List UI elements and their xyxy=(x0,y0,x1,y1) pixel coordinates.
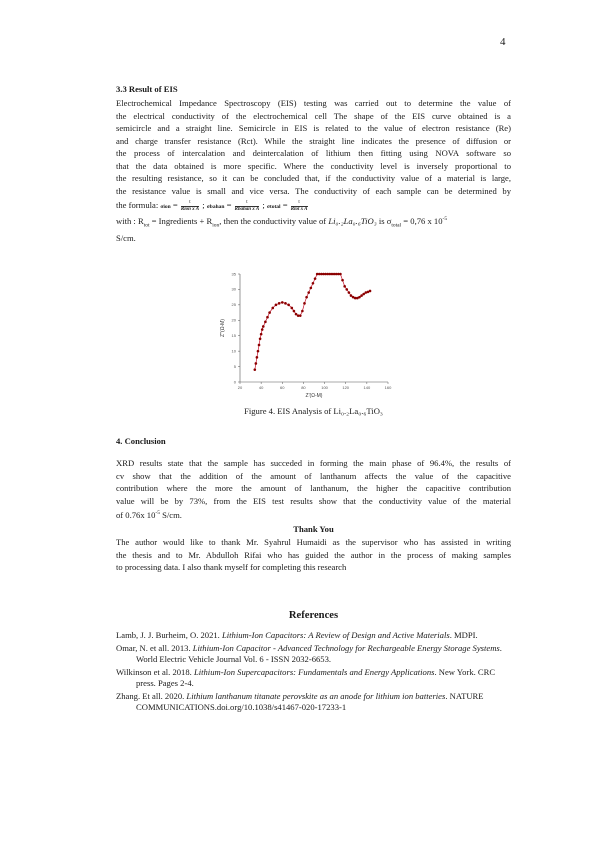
sigma-total: σtotal xyxy=(266,204,281,210)
data-point xyxy=(310,287,313,290)
sigma-bahan: σbahan xyxy=(206,204,225,210)
equals-sign: = xyxy=(172,200,178,210)
data-point xyxy=(341,279,344,282)
references-list xyxy=(116,630,511,715)
section-heading: 3.3 Result of EIS xyxy=(116,84,178,94)
subscript: tot xyxy=(143,222,150,229)
reference-item xyxy=(116,630,511,642)
y-tick-label: 5 xyxy=(233,363,236,369)
equals-sign: = xyxy=(282,200,288,210)
with-text: with : R xyxy=(116,215,144,226)
data-point xyxy=(303,302,306,305)
data-point xyxy=(312,282,315,285)
data-point xyxy=(291,307,294,310)
reference-source: . New York. CRC press. Pages 2-4. xyxy=(136,666,496,688)
fraction-denominator: Rbahan x A xyxy=(234,206,260,212)
separator: ; xyxy=(262,200,265,210)
reference-authors: Wilkinson et al. 2018. xyxy=(116,666,194,677)
y-tick-label: 10 xyxy=(231,348,236,354)
paragraph-line: cv show that the addition of the amount of lanthanum affects the value of the capacitive xyxy=(116,470,511,481)
data-point xyxy=(358,296,361,299)
data-point xyxy=(260,333,263,336)
x-tick-label: 140 xyxy=(363,385,371,390)
paragraph-line: the thesis and to Mr. Abdulloh Rifai who has guided the author in the process of making samples xyxy=(116,549,511,560)
data-point xyxy=(299,314,302,317)
y-tick-label: 0 xyxy=(233,379,236,385)
fraction-ion xyxy=(181,200,199,213)
reference-authors: Omar, N. et all. 2013. xyxy=(116,642,193,653)
fraction-total xyxy=(291,200,308,213)
data-point xyxy=(348,291,351,294)
subscript: total xyxy=(391,222,402,229)
data-point xyxy=(305,296,308,299)
data-point xyxy=(369,290,372,293)
reference-source: . MDPI. xyxy=(449,630,478,640)
y-axis-label: Z''(Ω-M) xyxy=(220,319,226,337)
data-point xyxy=(360,294,363,297)
data-point xyxy=(262,325,265,328)
y-tick-label: 20 xyxy=(231,317,236,323)
data-point xyxy=(287,304,290,307)
references-heading: References xyxy=(288,610,339,621)
thank-you-heading: Thank You xyxy=(293,524,334,534)
x-tick-label: 60 xyxy=(280,385,285,390)
data-point xyxy=(339,273,342,276)
x-tick-label: 40 xyxy=(258,385,264,390)
data-point xyxy=(257,350,260,353)
fit-line xyxy=(255,274,370,370)
data-point xyxy=(261,328,264,331)
with-line xyxy=(116,213,511,232)
fraction-numerator: t xyxy=(181,200,199,207)
equals-sign: = xyxy=(226,200,232,210)
fraction-numerator: t xyxy=(291,200,308,207)
paragraph-line: and charge transfer resistance (Rct). While the straight line indicates the presence of diffusion or xyxy=(116,135,511,146)
fraction-bahan xyxy=(235,200,260,213)
chart-marks xyxy=(254,273,372,371)
separator: ; xyxy=(202,200,205,210)
data-point xyxy=(295,313,298,316)
fraction-numerator: t xyxy=(235,200,260,207)
exponent: -5 xyxy=(155,510,160,516)
data-point xyxy=(266,316,269,319)
data-point xyxy=(362,293,365,296)
data-point xyxy=(256,356,259,359)
x-axis-label: Z'(Ω-M) xyxy=(305,393,323,399)
reference-source: . NATURE COMMUNICATIONS.doi.org/10.1038/s41467-020-17233-1 xyxy=(136,690,484,712)
paragraph-line: to processing data. I also thank myself for completing this research xyxy=(116,562,347,572)
with-text: is σ xyxy=(376,215,392,226)
x-tick-label: 160 xyxy=(384,385,392,390)
x-tick-label: 80 xyxy=(301,385,306,390)
x-tick-label: 120 xyxy=(342,385,350,390)
formula-prefix: the formula: xyxy=(116,200,159,210)
data-point xyxy=(350,294,353,297)
data-point xyxy=(343,285,346,288)
thanks-paragraph xyxy=(116,536,511,574)
y-tick-label: 30 xyxy=(231,286,236,292)
data-point xyxy=(275,304,278,307)
sigma-ion: σion xyxy=(160,204,171,210)
formula-line xyxy=(116,197,511,213)
paragraph-line: the electrical conductivity of the electrochemical cell The shape of the EIS curve obtained is a xyxy=(116,110,511,121)
x-tick-label: 100 xyxy=(321,385,328,390)
data-point xyxy=(258,344,261,347)
data-point xyxy=(264,321,267,324)
data-point xyxy=(284,302,287,305)
paragraph-line: that the data obtained is more specific. Where the conductivity level is inversely proportional to xyxy=(116,160,511,171)
reference-title: Lithium-Ion Supercapacitors: Fundamentals and Energy Applications xyxy=(193,666,435,677)
unit-line: S/cm. xyxy=(116,233,136,244)
conclusion-heading: 4. Conclusion xyxy=(116,436,166,446)
conductivity-value: = 0,76 x 10 xyxy=(401,215,443,226)
exponent: -5 xyxy=(442,216,448,222)
paragraph-line: Electrochemical Impedance Spectroscopy (EIS) testing was carried out to determine the value of xyxy=(116,98,511,108)
reference-source: . World Electric Vehicle Journal Vol. 6 - ISSN 2032-6653. xyxy=(136,642,502,664)
reference-title: Lithium lanthanum titanate perovskite as an anode for lithium ion batteries xyxy=(186,690,446,701)
data-point xyxy=(254,368,257,371)
data-point xyxy=(255,362,258,365)
paragraph-line: contribution where the more the amount of lanthanum, the higher the capacitive contribution xyxy=(116,483,511,493)
data-point xyxy=(314,277,317,280)
chart-axes xyxy=(220,271,392,399)
with-text: = Ingredients + R xyxy=(149,215,213,226)
page-number: 4 xyxy=(500,36,506,48)
eis-paragraph xyxy=(116,97,511,245)
data-point xyxy=(278,302,281,305)
paragraph-line xyxy=(116,507,511,521)
reference-item xyxy=(116,643,511,666)
data-point xyxy=(293,310,296,313)
paragraph-line: the resulting resistance, so it can be concluded that, if the conductivity value of a material is large, xyxy=(116,173,511,183)
paragraph-line: The author would like to thank Mr. Syahrul Humaidi as the supervisor who has assisted in writing xyxy=(116,537,511,547)
data-point xyxy=(259,338,262,341)
data-point xyxy=(301,310,304,313)
conclusion-paragraph xyxy=(116,457,511,521)
paragraph-line: value will be by 73%, from the EIS test results show that the conductivity value of the material xyxy=(116,495,511,506)
chemical-formula: Li₀.₂La₀.₆TiO₃ xyxy=(328,215,377,226)
with-text: , then the conductivity value of xyxy=(219,215,329,226)
reference-item xyxy=(116,691,511,714)
reference-authors: Zhang. Et all. 2020. xyxy=(116,690,187,701)
data-point xyxy=(268,311,271,314)
paragraph-line: semicircle and a straight line. Semicircle in EIS is related to the value of electron resistance (Re) xyxy=(116,123,511,133)
reference-item xyxy=(116,667,511,690)
reference-authors: Lamb, J. J. Burheim, O. 2021. xyxy=(116,630,222,640)
y-tick-label: 15 xyxy=(231,333,236,339)
y-tick-label: 25 xyxy=(231,302,236,308)
fraction-denominator: Rion x A xyxy=(180,206,200,212)
x-tick-label: 20 xyxy=(237,385,243,390)
data-point xyxy=(271,307,274,310)
fraction-denominator: Rtot x A xyxy=(290,206,308,212)
paragraph-line: XRD results state that the sample has succeded in forming the main phase of 96.4%, the results of xyxy=(116,458,511,468)
reference-title: Lithium-Ion Capacitors: A Review of Design and Active Materials xyxy=(221,630,450,640)
data-point xyxy=(345,288,348,291)
y-tick-label: 35 xyxy=(231,271,236,277)
figure-caption: Figure 4. EIS Analysis of Li₀.₂La₀.₆TiO₃ xyxy=(244,406,383,416)
paragraph-line: the process of intercalation and deintercalation of lithium then fitting using NOVA software so xyxy=(116,148,511,158)
eis-chart xyxy=(214,268,394,400)
value-text: of 0.76x 10 xyxy=(116,509,156,520)
paragraph-line: the resistance value is small and vice versa. The conductivity of each sample can be determined by xyxy=(116,185,511,196)
subscript: ion xyxy=(212,222,220,229)
data-point xyxy=(307,291,310,294)
data-point xyxy=(281,301,284,304)
value-text: S/cm. xyxy=(159,509,182,520)
reference-title: Lithium-Ion Capacitor - Advanced Technology for Rechargeable Energy Storage Systems xyxy=(192,642,500,653)
eis-figure xyxy=(214,268,394,400)
